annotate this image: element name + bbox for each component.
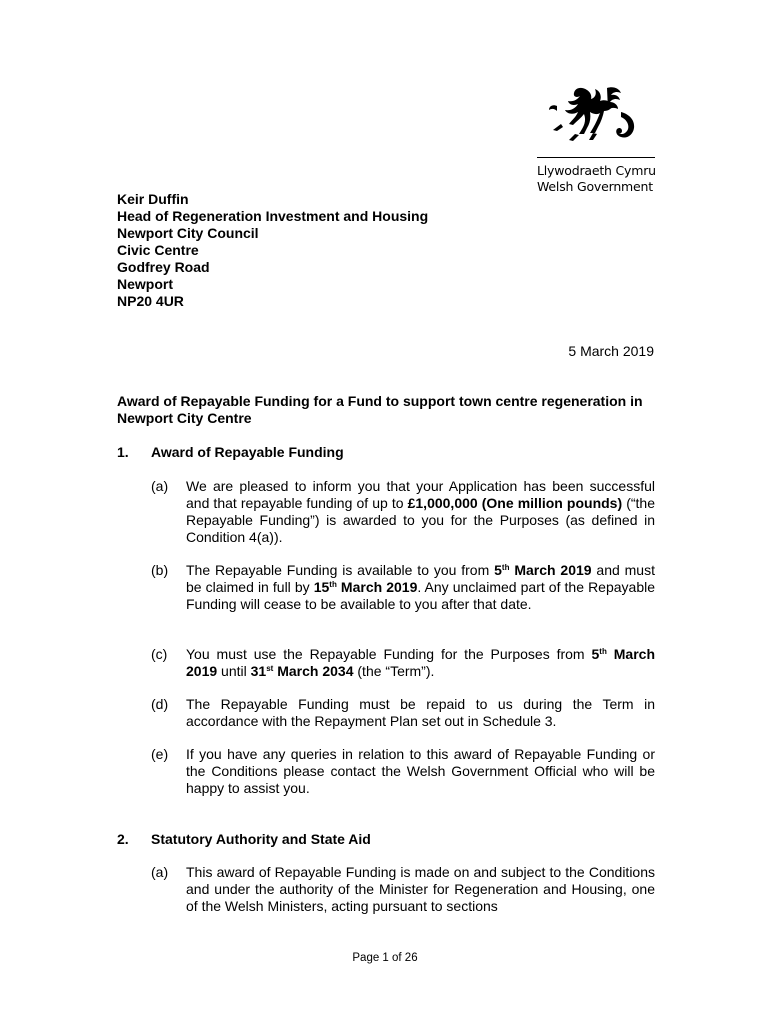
section-number: 2. — [117, 831, 129, 847]
logo-english-name: Welsh Government — [537, 179, 653, 194]
section-number: 1. — [117, 444, 129, 460]
clause-text: This award of Repayable Funding is made on and subject to the Conditions and under the authority of the Minister for Regeneration and Housing, one of the Welsh Ministers, acting pursuant to sections — [186, 864, 655, 914]
clause-label: (a) — [151, 864, 169, 880]
clause-text: The Repayable Funding is available to you from 5th March 2019 and must be claimed in full by 15th March 2019. Any unclaimed part of the Repayable Funding will cease to be available to you after that date. — [186, 562, 656, 612]
clause-1c — [151, 646, 655, 680]
logo-welsh-name: Llywodraeth Cymru — [537, 163, 656, 178]
address-line: Newport City Council — [117, 225, 259, 241]
page-number: Page 1 of 26 — [352, 952, 418, 964]
logo-divider — [537, 157, 655, 158]
clause-label: (d) — [151, 696, 169, 712]
recipient-address — [117, 191, 428, 310]
clause-text: The Repayable Funding must be repaid to us during the Term in accordance with the Repayment Plan set out in Schedule 3. — [186, 696, 655, 729]
welsh-government-logo — [533, 84, 655, 196]
section-title: Statutory Authority and State Aid — [151, 831, 371, 847]
clause-1e — [151, 746, 655, 797]
section-1-heading — [117, 444, 344, 461]
clause-text: We are pleased to inform you that your Application has been successful and that repayable funding of up to £1,000,000 (One million pounds) (“the Repayable Funding”) is awarded to you for the Purposes (as defined in Condition 4(a)). — [186, 478, 655, 545]
dragon-icon — [547, 84, 642, 146]
clause-label: (c) — [151, 646, 168, 662]
letter-title: Award of Repayable Funding for a Fund to support town centre regeneration in Newport City Centre — [117, 393, 643, 426]
clause-2a — [151, 864, 655, 915]
section-2-heading — [117, 831, 371, 848]
clause-text: If you have any queries in relation to this award of Repayable Funding or the Conditions please contact the Welsh Government Official who will be happy to assist you. — [186, 746, 655, 796]
address-line: NP20 4UR — [117, 293, 184, 309]
section-title: Award of Repayable Funding — [151, 444, 344, 460]
address-line: Civic Centre — [117, 242, 199, 258]
address-line: Newport — [117, 276, 173, 292]
clause-1b — [151, 562, 655, 613]
clause-label: (e) — [151, 746, 169, 762]
address-line: Head of Regeneration Investment and Housing — [117, 208, 429, 224]
letter-date: 5 March 2019 — [568, 343, 654, 359]
clause-text: You must use the Repayable Funding for the Purposes from 5th March 2019 until 31st March 2034 (the “Term”). — [186, 646, 655, 679]
address-line: Godfrey Road — [117, 259, 210, 275]
clause-label: (b) — [151, 562, 169, 578]
clause-label: (a) — [151, 478, 169, 494]
clause-1d — [151, 696, 655, 730]
clause-1a — [151, 478, 655, 546]
address-line: Keir Duffin — [117, 191, 189, 207]
